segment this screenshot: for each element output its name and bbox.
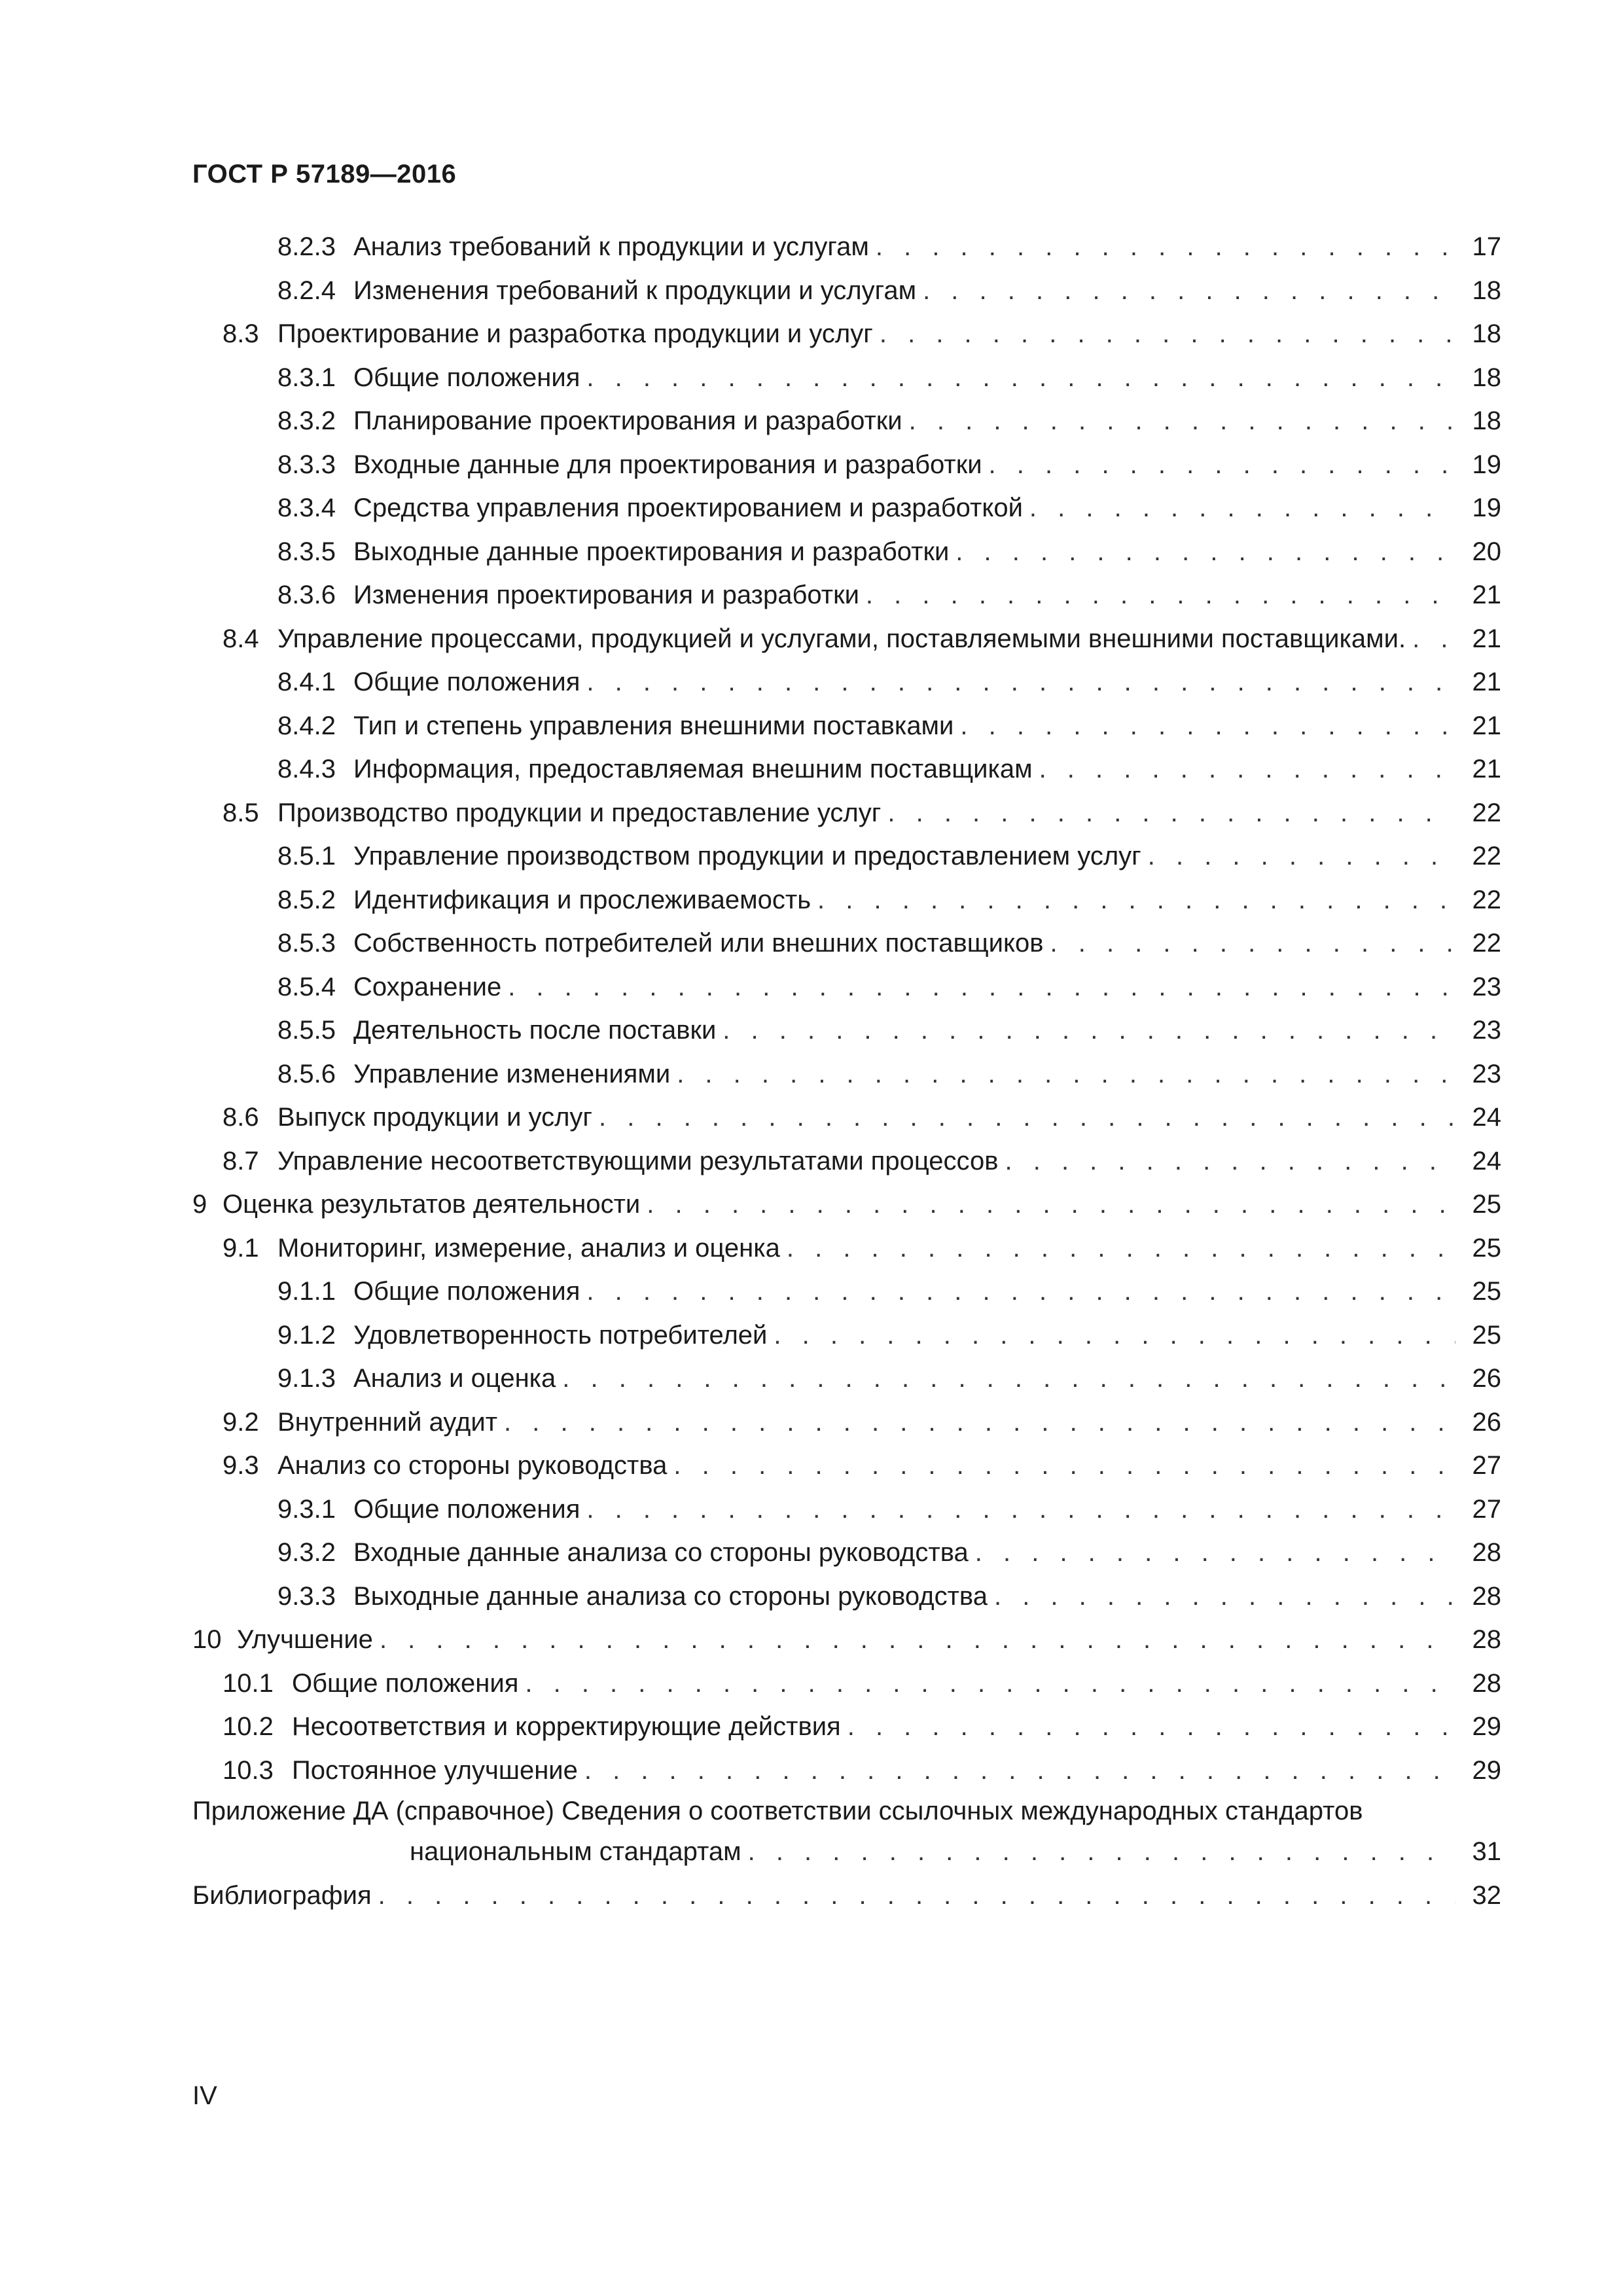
dot-leader (584, 1749, 1455, 1793)
toc-entry-number: 9.3.2 (277, 1538, 336, 1567)
toc-entry[interactable] (192, 573, 1501, 617)
dot-leader (1005, 1139, 1455, 1183)
dot-leader (923, 269, 1455, 313)
toc-entry-title: Идентификация и прослеживаемость (353, 885, 812, 914)
dot-leader (1039, 747, 1455, 791)
toc-entry-page: 23 (1472, 972, 1501, 1001)
toc-entry-number: 9 (192, 1190, 207, 1219)
toc-entry[interactable] (192, 1270, 1501, 1314)
toc-entry-page: 21 (1472, 711, 1501, 740)
toc-entry-title: Управление несоответствующими результатами процессов (277, 1146, 999, 1175)
toc-entry-number: 8.2.3 (277, 232, 336, 261)
toc-entry[interactable] (192, 1227, 1501, 1270)
toc-entry-title: Входные данные анализа со стороны руководства (353, 1538, 969, 1567)
toc-entry-title: Средства управления проектированием и разработкой (353, 493, 1023, 522)
toc-entry-page: 28 (1472, 1625, 1501, 1654)
toc-entry-number: 8.7 (223, 1146, 259, 1175)
toc-entry[interactable] (192, 1009, 1501, 1052)
toc-entry-page: 21 (1472, 755, 1501, 783)
toc-entry-number: 8.4.3 (277, 755, 336, 783)
dot-leader (989, 443, 1455, 487)
dot-leader (787, 1227, 1455, 1270)
toc-entry-number: 8.3.3 (277, 450, 336, 479)
toc-entry-page: 20 (1472, 537, 1501, 566)
toc-entry[interactable] (192, 1314, 1501, 1357)
toc-entry-number: 9.3.1 (277, 1494, 336, 1524)
toc-entry[interactable] (192, 617, 1501, 661)
toc-entry-title: Выходные данные анализа со стороны руководства (353, 1581, 988, 1611)
toc-entry-title: Общие положения (353, 668, 580, 696)
toc-entry-page: 18 (1472, 406, 1501, 435)
toc-entry[interactable] (192, 1662, 1501, 1706)
dot-leader (955, 530, 1455, 574)
toc-entry-title: Внутренний аудит (277, 1407, 498, 1437)
toc-entry-number: 8.5 (223, 798, 259, 827)
dot-leader (586, 356, 1455, 400)
toc-entry[interactable] (192, 1052, 1501, 1096)
toc-entry-number: 8.2.4 (277, 276, 336, 305)
toc-entry-page: 26 (1472, 1364, 1501, 1393)
dot-leader (1050, 922, 1455, 965)
toc-entry-title: Общие положения (353, 1494, 580, 1524)
toc-entry-number: 10.3 (223, 1755, 274, 1785)
toc-entry-page: 26 (1472, 1407, 1501, 1437)
dot-leader (1029, 486, 1455, 530)
toc-entry-title: Общие положения (353, 1277, 580, 1306)
toc-entry-page: 22 (1472, 929, 1501, 958)
toc-entry-number: 9.2 (223, 1407, 259, 1437)
toc-entry[interactable] (192, 834, 1501, 878)
toc-entry-page: 28 (1472, 1538, 1501, 1567)
toc-entry-page: 21 (1472, 668, 1501, 696)
toc-entry-page: 28 (1472, 1581, 1501, 1611)
toc-entry[interactable] (192, 922, 1501, 965)
toc-entry-number: 9.1.1 (277, 1277, 336, 1306)
dot-leader (677, 1052, 1455, 1096)
toc-entry-title: Выходные данные проектирования и разработки (353, 537, 950, 566)
dot-leader (847, 1705, 1455, 1749)
toc-entry[interactable] (192, 399, 1501, 443)
toc-entry-page: 19 (1472, 450, 1501, 479)
toc-entry[interactable] (192, 965, 1501, 1009)
toc-entry-title: Управление процессами, продукцией и услугами, поставляемыми внешними поставщиками. (277, 624, 1406, 653)
toc-entry-title: Общие положения (292, 1668, 519, 1698)
toc-entry-number: 9.1.2 (277, 1320, 336, 1350)
dot-leader (1412, 617, 1455, 661)
dot-leader (909, 399, 1455, 443)
toc-entry[interactable] (192, 225, 1501, 269)
toc-entry-number: 8.3.1 (277, 363, 336, 392)
toc-entry-page: 29 (1472, 1755, 1501, 1785)
toc-entry-number: 8.6 (223, 1103, 259, 1132)
toc-entry-number: 9.1.3 (277, 1364, 336, 1393)
toc-entry[interactable] (192, 1183, 1501, 1227)
dot-leader (866, 573, 1455, 617)
document-header: ГОСТ Р 57189—2016 (192, 160, 457, 188)
dot-leader (748, 1830, 1455, 1874)
toc-entry-number: 8.3.6 (277, 581, 336, 609)
toc-entry-title: Постоянное улучшение (292, 1755, 578, 1785)
toc-entry[interactable] (192, 1749, 1501, 1793)
dot-leader (562, 1357, 1455, 1401)
toc-entry-number: 8.3 (223, 319, 259, 348)
toc-entry-page: 25 (1472, 1233, 1501, 1263)
toc-entry[interactable] (192, 530, 1501, 574)
toc-entry-page: 22 (1472, 842, 1501, 870)
toc-entry-number: 8.5.6 (277, 1059, 336, 1088)
toc-bibliography-title: Библиография (192, 1880, 372, 1910)
toc-entry-title: Общие положения (353, 363, 580, 392)
toc-entry-title: Входные данные для проектирования и разработки (353, 450, 982, 479)
dot-leader (525, 1662, 1455, 1706)
toc-entry-number: 10 (192, 1625, 222, 1654)
toc-entry[interactable] (192, 443, 1501, 487)
toc-entry-number: 8.4.1 (277, 668, 336, 696)
toc-entry-number: 9.1 (223, 1233, 259, 1263)
toc-entry-page: 25 (1472, 1320, 1501, 1350)
toc-bibliography-entry[interactable] (192, 1874, 1501, 1918)
toc-entry-title: Сохранение (353, 972, 502, 1001)
toc-entry[interactable] (192, 486, 1501, 530)
dot-leader (975, 1531, 1455, 1575)
dot-leader (960, 704, 1455, 748)
toc-entry-page: 24 (1472, 1146, 1501, 1175)
dot-leader (876, 225, 1455, 269)
toc-entry-title: Оценка результатов деятельности (223, 1190, 641, 1219)
toc-entry[interactable] (192, 1488, 1501, 1532)
toc-entry-number: 8.3.5 (277, 537, 336, 566)
toc-entry-number: 8.4.2 (277, 711, 336, 740)
toc-entry[interactable] (192, 1357, 1501, 1401)
dot-leader (586, 1488, 1455, 1532)
toc-entry-number: 8.5.4 (277, 972, 336, 1001)
toc-entry[interactable] (192, 791, 1501, 835)
toc-entry-title: Анализ требований к продукции и услугам (353, 232, 869, 261)
dot-leader (647, 1183, 1455, 1227)
dot-leader (774, 1314, 1455, 1357)
toc-entry-page: 22 (1472, 885, 1501, 914)
toc-entry[interactable] (192, 1705, 1501, 1749)
toc-entry-number: 8.5.2 (277, 885, 336, 914)
toc-annex-title-continued: национальным стандартам (410, 1837, 741, 1866)
toc-entry-page: 28 (1472, 1668, 1501, 1698)
toc-entry-page: 22 (1472, 798, 1501, 827)
toc-entry-number: 9.3.3 (277, 1581, 336, 1611)
toc-entry[interactable] (192, 1444, 1501, 1488)
toc-entry-page: 29 (1472, 1712, 1501, 1741)
toc-entry[interactable] (192, 356, 1501, 400)
toc-entry-page: 24 (1472, 1103, 1501, 1132)
toc-entry-page: 23 (1472, 1016, 1501, 1045)
toc-entry-title: Удовлетворенность потребителей (353, 1320, 768, 1350)
toc-entry[interactable] (192, 704, 1501, 748)
dot-leader (504, 1401, 1455, 1444)
toc-entry[interactable] (192, 878, 1501, 922)
toc-entry-page: 27 (1472, 1451, 1501, 1480)
toc-entry-title: Деятельность после поставки (353, 1016, 717, 1045)
toc-entry-number: 10.1 (223, 1668, 274, 1698)
toc-entry[interactable] (192, 660, 1501, 704)
toc-annex-title[interactable]: Приложение ДА (справочное) Сведения о соответствии ссылочных международных стандартов (192, 1797, 1363, 1825)
toc-entry-title: Мониторинг, измерение, анализ и оценка (277, 1233, 780, 1263)
dot-leader (880, 312, 1455, 356)
toc-entry-title: Производство продукции и предоставление услуг (277, 798, 882, 827)
toc-bibliography-page: 32 (1472, 1880, 1501, 1910)
toc-entry-page: 21 (1472, 581, 1501, 609)
toc-entry-title: Управление производством продукции и предоставлением услуг (353, 842, 1141, 870)
dot-leader (673, 1444, 1455, 1488)
toc-entry[interactable] (192, 1618, 1501, 1662)
toc-entry[interactable] (192, 1139, 1501, 1183)
toc-entry-page: 21 (1472, 624, 1501, 653)
table-of-contents (192, 225, 1501, 1917)
toc-entry-page: 19 (1472, 493, 1501, 522)
dot-leader (508, 965, 1455, 1009)
toc-entry-page: 18 (1472, 276, 1501, 305)
toc-entry-page: 18 (1472, 319, 1501, 348)
dot-leader (378, 1874, 1455, 1918)
toc-entry-page: 25 (1472, 1190, 1501, 1219)
dot-leader (586, 660, 1455, 704)
dot-leader (1148, 834, 1455, 878)
dot-leader (599, 1096, 1455, 1139)
toc-annex-page: 31 (1472, 1837, 1501, 1866)
toc-entry-title: Улучшение (237, 1625, 373, 1654)
toc-entry[interactable] (192, 1401, 1501, 1444)
toc-entry-number: 8.3.2 (277, 406, 336, 435)
toc-entry-number: 9.3 (223, 1451, 259, 1480)
toc-entry-title: Изменения проектирования и разработки (353, 581, 859, 609)
toc-entry-title: Изменения требований к продукции и услугам (353, 276, 917, 305)
toc-entry[interactable] (192, 312, 1501, 356)
toc-entry-number: 8.3.4 (277, 493, 336, 522)
toc-entry[interactable] (192, 269, 1501, 313)
toc-entry-page: 17 (1472, 232, 1501, 261)
toc-entry-page: 18 (1472, 363, 1501, 392)
dot-leader (994, 1575, 1455, 1619)
toc-entry[interactable] (192, 747, 1501, 791)
toc-entry-title: Анализ и оценка (353, 1364, 556, 1393)
toc-entry-title: Информация, предоставляемая внешним поставщикам (353, 755, 1033, 783)
toc-entry-title: Планирование проектирования и разработки (353, 406, 902, 435)
page-number: IV (192, 2081, 217, 2110)
toc-entry-number: 8.5.1 (277, 842, 336, 870)
toc-entry-number: 8.5.3 (277, 929, 336, 958)
toc-entry-page: 23 (1472, 1059, 1501, 1088)
toc-entry-number: 8.4 (223, 624, 259, 653)
toc-entry-title: Собственность потребителей или внешних поставщиков (353, 929, 1044, 958)
dot-leader (586, 1270, 1455, 1314)
toc-entry[interactable] (192, 1575, 1501, 1619)
toc-entry[interactable] (192, 1096, 1501, 1139)
toc-entry-title: Несоответствия и корректирующие действия (292, 1712, 841, 1741)
dot-leader (887, 791, 1455, 835)
toc-annex-entry[interactable] (192, 1830, 1501, 1874)
toc-entry-number: 10.2 (223, 1712, 274, 1741)
toc-entry-title: Выпуск продукции и услуг (277, 1103, 593, 1132)
toc-entry-title: Анализ со стороны руководства (277, 1451, 668, 1480)
toc-entry-title: Проектирование и разработка продукции и услуг (277, 319, 873, 348)
toc-entry[interactable] (192, 1531, 1501, 1575)
dot-leader (722, 1009, 1455, 1052)
toc-entry-number: 8.5.5 (277, 1016, 336, 1045)
dot-leader (817, 878, 1455, 922)
toc-entry-page: 25 (1472, 1277, 1501, 1306)
dot-leader (380, 1618, 1455, 1662)
toc-entry-title: Управление изменениями (353, 1059, 671, 1088)
toc-entry-page: 27 (1472, 1494, 1501, 1524)
toc-entry-title: Тип и степень управления внешними поставками (353, 711, 954, 740)
